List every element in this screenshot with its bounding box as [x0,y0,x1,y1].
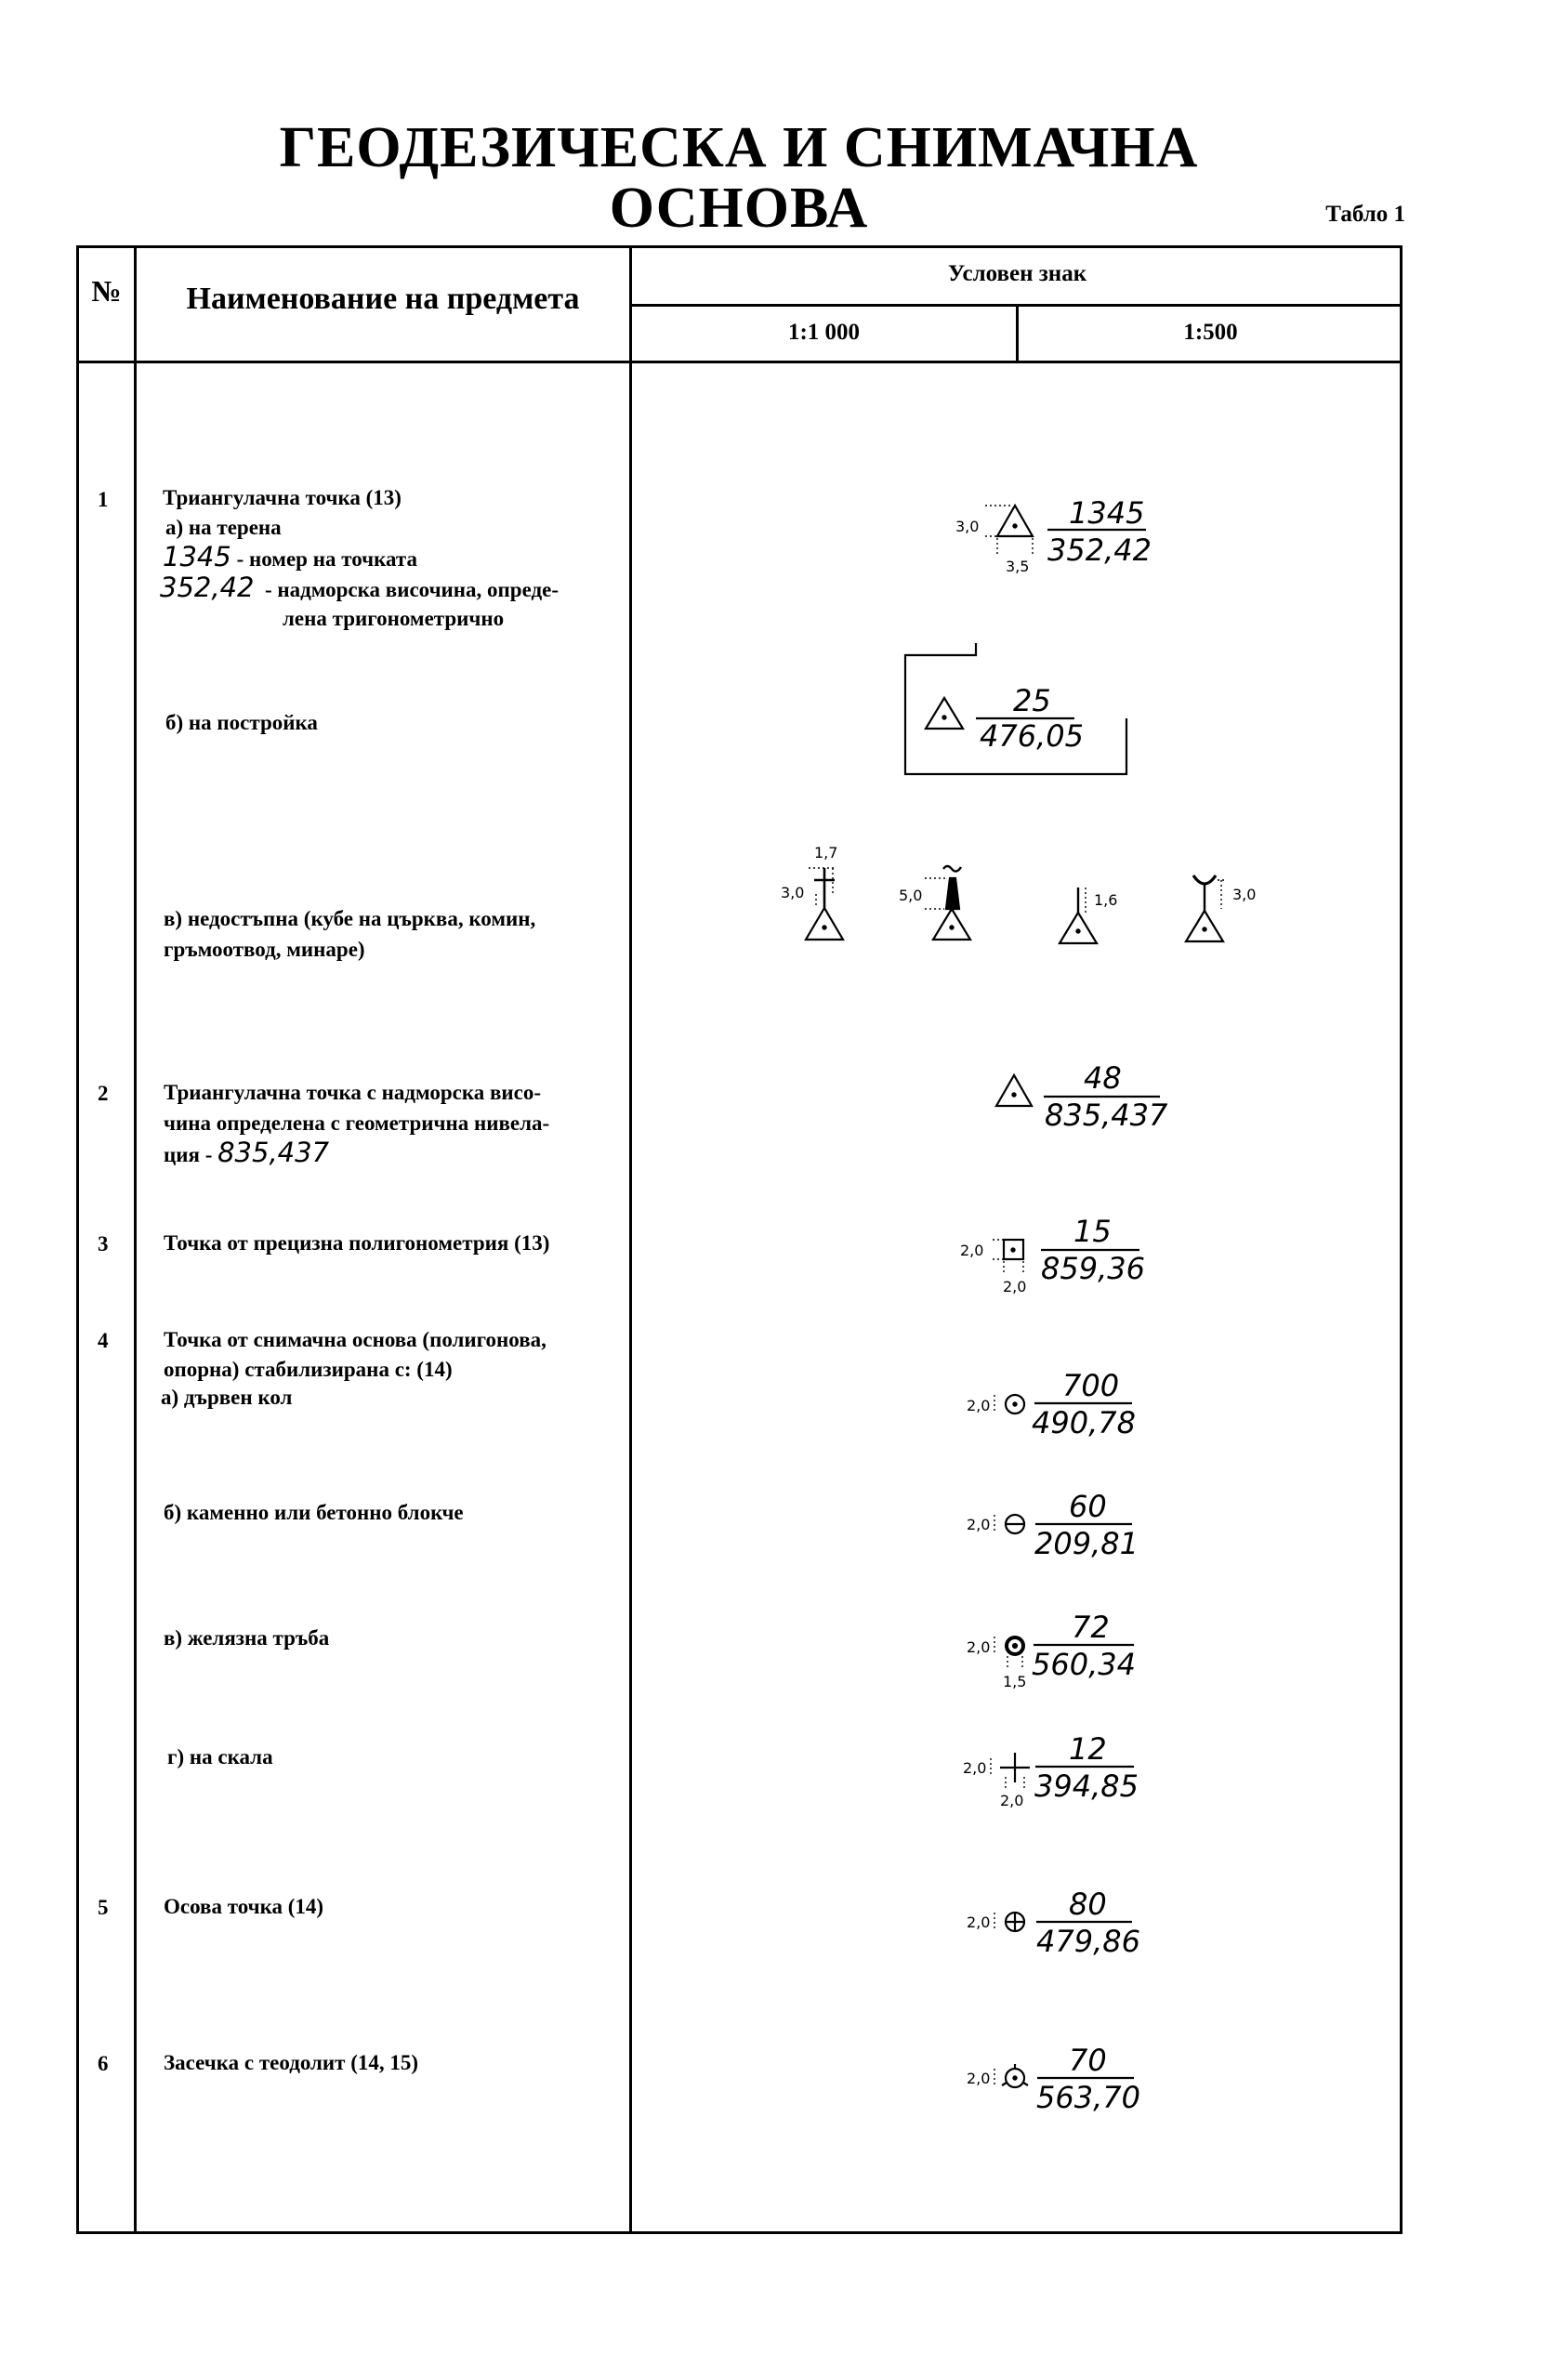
point-number: 60 [1069,1489,1107,1524]
row-number: 4 [98,1329,109,1352]
point-height: 479,86 [1036,1924,1140,1959]
point-height: 560,34 [1032,1647,1136,1682]
example-number-desc: - номер на точката [230,547,417,571]
row4-sub-b: б) каменно или бетонно блокче [164,1501,464,1524]
row2-line1: Триангулачна точка с надморска висо- [164,1081,542,1104]
dim-label: 2,0 [967,1516,991,1533]
dim-label: 3,0 [1232,886,1257,903]
row-number: 5 [98,1896,109,1919]
row1-sub-c-line2: гръмоотвод, минаре) [164,938,365,961]
row-number: 2 [98,1082,109,1105]
header-symbol: Условен знак [947,261,1087,286]
row4-line1: Точка от снимачна основа (полигонова, [164,1328,547,1351]
dim-label: 2,0 [1003,1278,1027,1295]
point-height: 859,36 [1041,1251,1145,1286]
point-number: 48 [1084,1060,1122,1096]
point-height: 563,70 [1036,2080,1140,2115]
table-number: Табло 1 [1325,202,1405,227]
dim-label: 3,0 [781,884,805,901]
point-number: 1345 [1069,495,1145,531]
page-title-line1: ГЕОДЕЗИЧЕСКА И СНИМАЧНА [279,116,1199,179]
chimney-symbol [925,866,970,940]
dim-label: 2,0 [963,1759,987,1777]
dim-label: 2,0 [967,1638,991,1656]
lightning-rod-symbol [1060,888,1097,943]
point-height: 352,42 [1047,533,1152,568]
row6-text: Засечка с теодолит (14, 15) [164,2051,419,2074]
dim-label: 2,0 [967,1913,991,1931]
row4-line2: опорна) стабилизирана с: (14) [164,1358,453,1381]
dim-label: 2,0 [960,1242,984,1259]
church-dome-symbol [806,868,843,940]
header-no: № [91,274,122,308]
header-name: Наименование на предмета [186,282,580,316]
header-scale-500: 1:500 [1183,320,1238,345]
row2-line3-text: ция - [164,1143,218,1166]
point-height: 835,437 [1045,1098,1168,1133]
point-number: 72 [1072,1610,1110,1645]
point-height: 394,85 [1034,1769,1139,1804]
row2-line2: чина определена с геометрична нивела- [164,1111,550,1135]
row4-sub-d: г) на скала [167,1745,273,1769]
row-number: 6 [98,2052,109,2075]
dim-label: 5,0 [899,887,923,904]
point-height: 209,81 [1034,1526,1139,1561]
point-number: 15 [1073,1214,1112,1249]
dim-label: 3,5 [1006,558,1030,575]
point-number: 25 [1013,683,1051,718]
header-scale-1000: 1:1 000 [787,320,861,345]
row-number: 1 [98,488,109,511]
example-height: 352,42 [160,572,255,603]
dim-label: 2,0 [967,2070,991,2087]
example-height-desc: - надморска височина, опреде- [259,578,560,601]
dim-label: 1,5 [1003,1673,1027,1690]
point-number: 12 [1069,1731,1107,1767]
row1-example-height-desc2: лена тригонометрично [283,607,505,630]
page-title-line2: ОСНОВА [609,177,869,240]
row5-text: Осова точка (14) [164,1895,324,1918]
minaret-symbol [1186,875,1227,941]
dim-label: 2,0 [1000,1792,1024,1809]
point-height: 476,05 [980,718,1084,754]
row1-sub-b: б) на постройка [165,711,318,734]
row4-sub-c: в) желязна тръба [164,1626,330,1650]
dim-label: 1,6 [1094,891,1118,909]
row1-sub-a: а) на терена [165,516,282,539]
row3-text: Точка от прецизна полигонометрия (13) [164,1231,550,1255]
point-height: 490,78 [1032,1405,1136,1440]
point-number: 80 [1069,1887,1107,1922]
row1-title: Триангулачна точка (13) [163,486,402,509]
row2-example: 835,437 [217,1137,330,1168]
dim-label: 1,7 [814,844,838,861]
row-number: 3 [98,1232,109,1256]
dim-label: 2,0 [967,1397,991,1414]
row4-sub-a: а) дървен кол [161,1386,293,1409]
point-number: 70 [1069,2043,1107,2078]
row1-sub-c-line1: в) недостъпна (кубе на църква, комин, [164,907,536,930]
point-number: 700 [1062,1368,1120,1403]
dim-label: 3,0 [955,518,980,535]
example-number: 1345 [163,541,231,572]
